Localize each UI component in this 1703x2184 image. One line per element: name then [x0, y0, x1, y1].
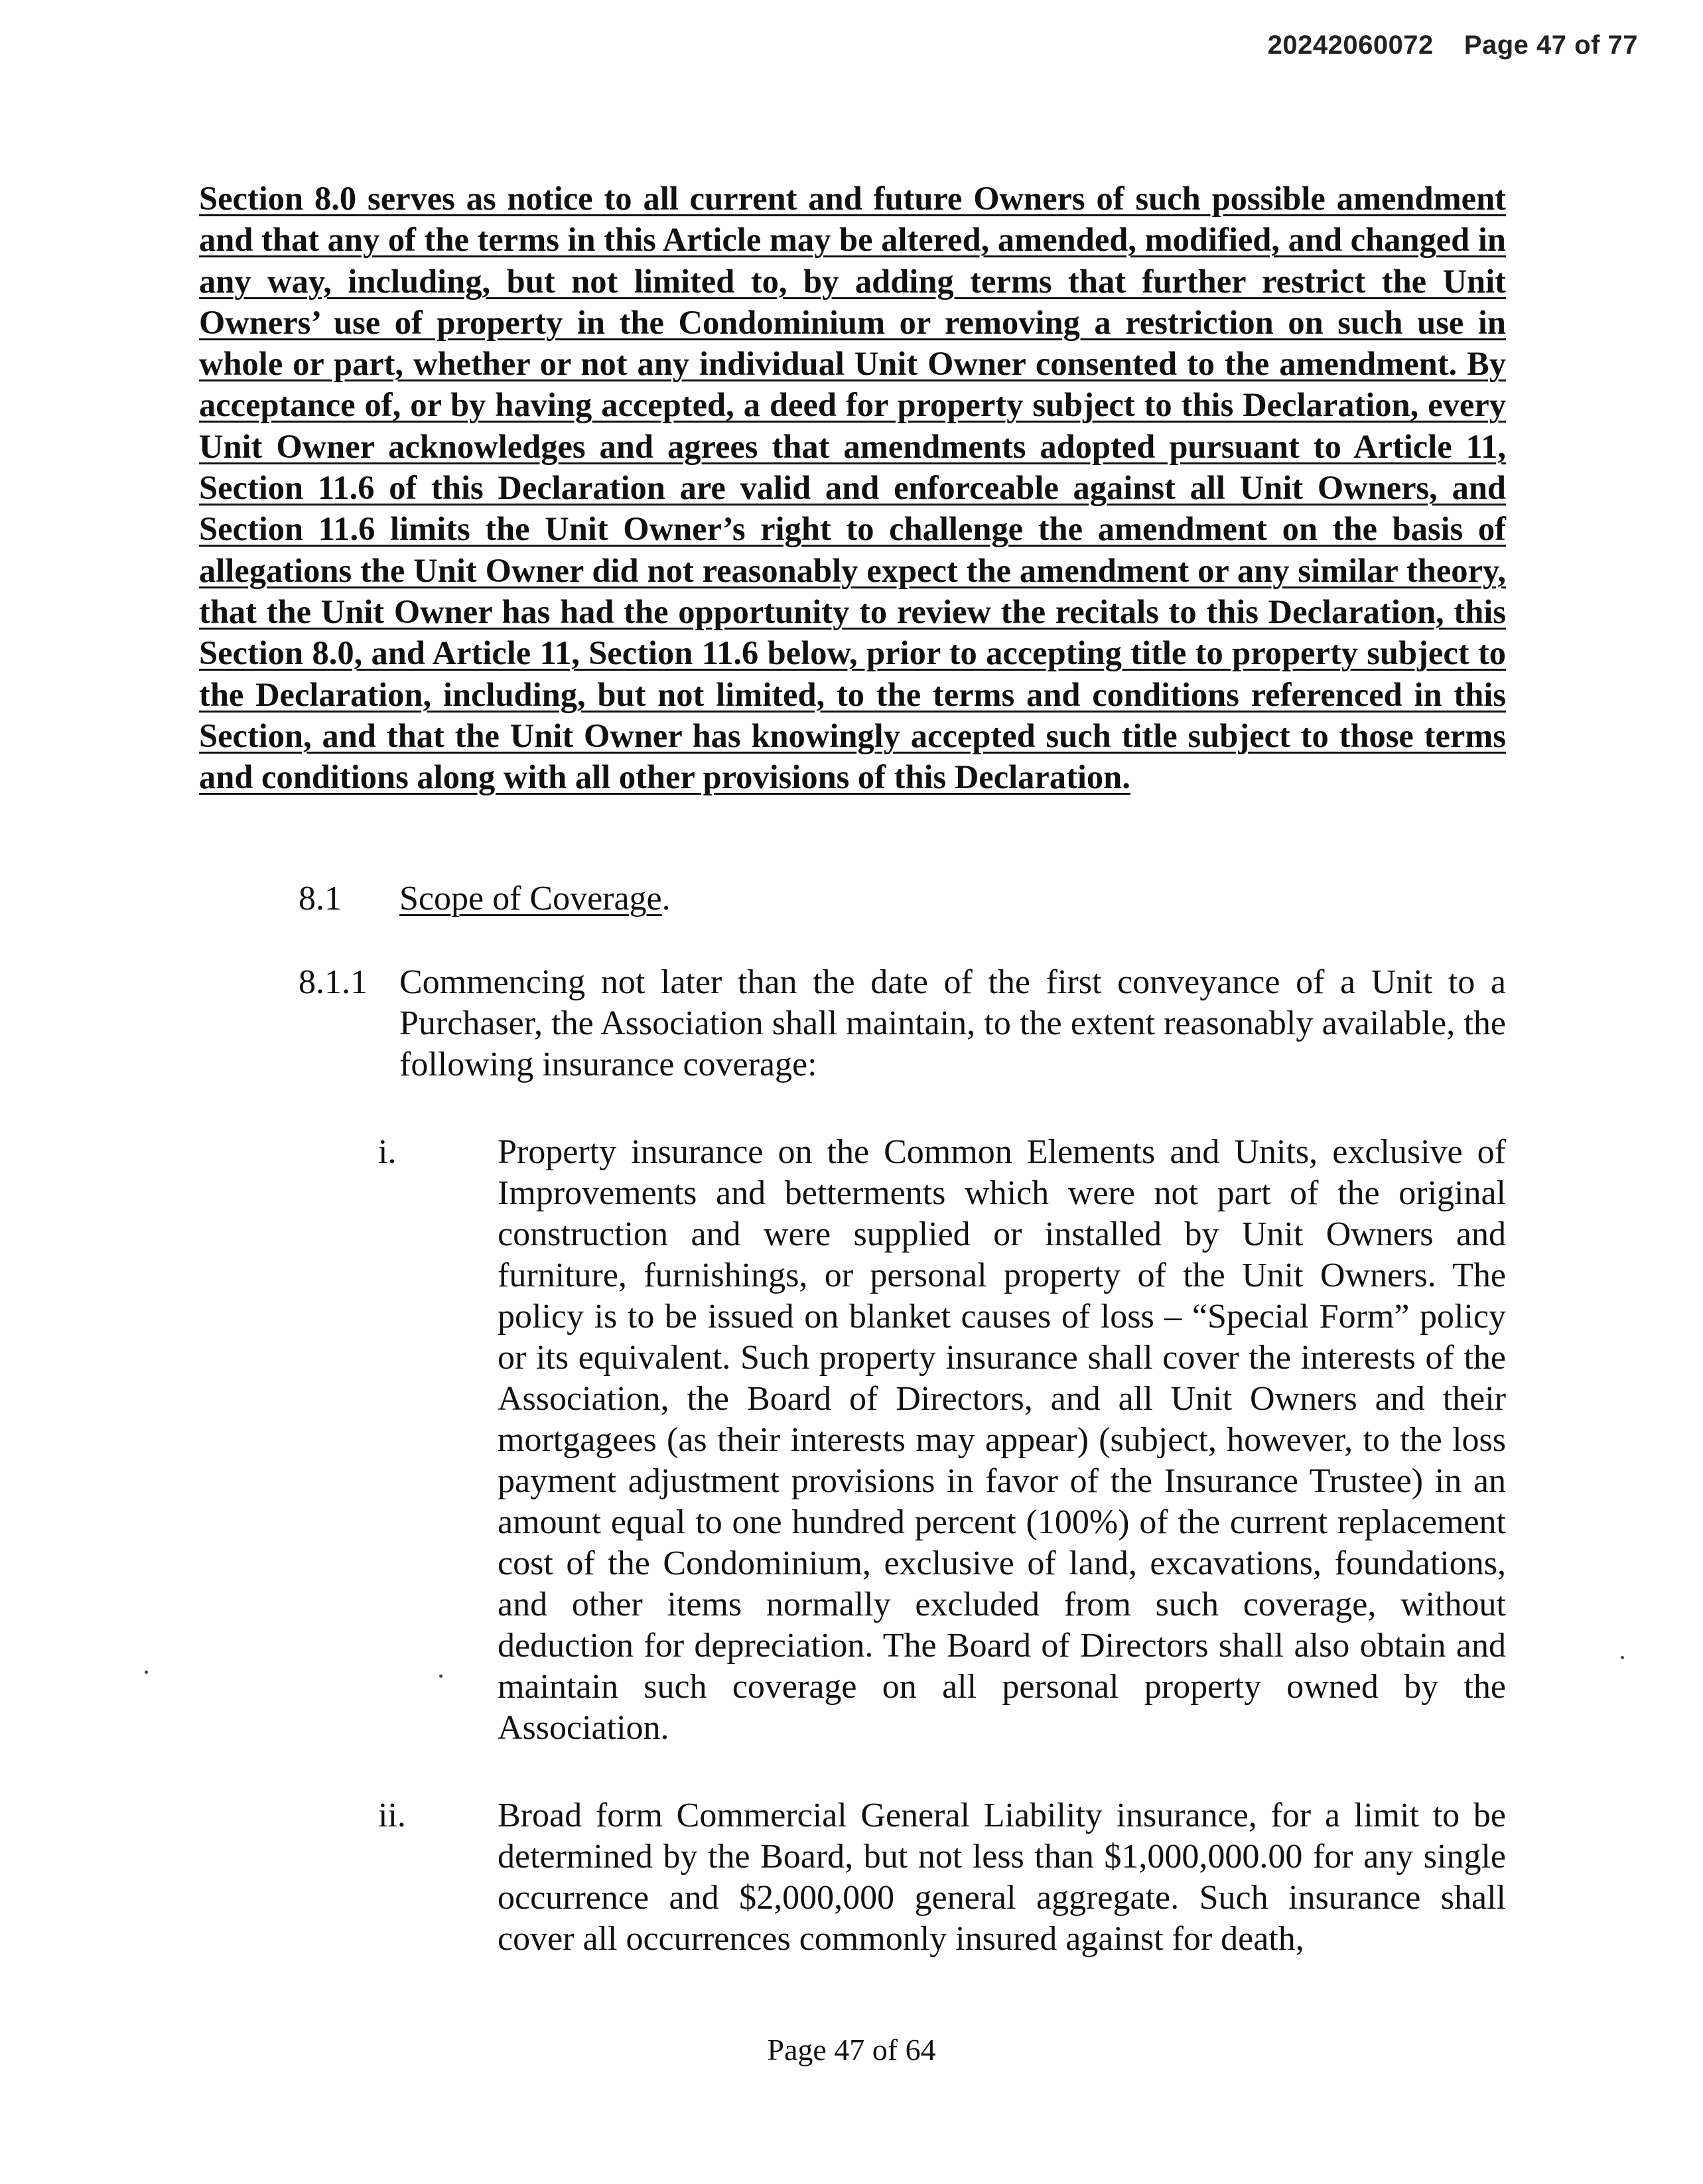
scan-artifact-dot: [1621, 1656, 1624, 1659]
list-item-text: Broad form Commercial General Liability insurance, for a limit to be determined by the Board, but not less than $1,000,000.00 for any single occurrence and $2,000,000 general aggregate. Such insurance shall cover all occurrences commonly insured against for death,: [498, 1797, 1506, 1958]
section-heading: [299, 878, 671, 920]
amendment-notice-paragraph: Section 8.0 serves as notice to all current and future Owners of such possible amendment and that any of the terms in this Article may be altered, amended, modified, and changed in any way, including, but not limited to, by adding terms that further restrict the Unit Owners’ use of property in the Condominium or removing a restriction on such use in whole or part, whether or not any individual Unit Owner consented to the amendment. By acceptance of, or by having accepted, a deed for property subject to this Declaration, every Unit Owner acknowledges and agrees that amendments adopted pursuant to Article 11, Section 11.6 of this Declaration are valid and enforceable against all Unit Owners, and Section 11.6 limits the Unit Owner’s right to challenge the amendment on the basis of allegations the Unit Owner did not reasonably expect the amendment or any similar theory, that the Unit Owner has had the opportunity to review the recitals to this Declaration, this Section 8.0, and Article 11, Section 11.6 below, prior to accepting title to property subject to the Declaration, including, but not limited, to the terms and conditions referenced in this Section, and that the Unit Owner has knowingly accepted such title subject to those terms and conditions along with all other provisions of this Declaration.: [199, 180, 1506, 796]
page-footer: Page 47 of 64: [767, 2033, 936, 2067]
list-item: [372, 1795, 1506, 1960]
list-item-text: Property insurance on the Common Elements and Units, exclusive of Improvements and betterments which were not part of the original construction and were supplied or installed by Unit Owners and furniture, furnishings, or personal property of the Unit Owners. The policy is to be issued on blanket causes of loss – “Special Form” policy or its equivalent. Such property insurance shall cover the interests of the Association, the Board of Directors, and all Unit Owners and their mortgagees (as their interests may appear) (subject, however, to the loss payment adjustment provisions in favor of the Insurance Trustee) in an amount equal to one hundred percent (100%) of the current replacement cost of the Condominium, exclusive of land, excavations, foundations, and other items normally excluded from such coverage, without deduction for depreciation. The Board of Directors shall also obtain and maintain such coverage on all personal property owned by the Association.: [498, 1133, 1506, 1747]
section-title: Scope of Coverage: [399, 880, 662, 918]
section-number: 8.1: [299, 880, 342, 918]
section-title-suffix: .: [661, 880, 671, 918]
list-item-number: ii.: [378, 1797, 406, 1834]
subsection-text: Commencing not later than the date of the first conveyance of a Unit to a Purchaser, the Association shall maintain, to the extent reasonably available, the following insurance coverage:: [399, 963, 1506, 1083]
recording-header: [1268, 31, 1638, 60]
scan-artifact-dot: [439, 1674, 443, 1678]
subsection-8-1-1: [299, 962, 1506, 1085]
list-item-number: i.: [378, 1133, 397, 1171]
scan-artifact-dot: [145, 1671, 148, 1674]
recording-page-label: Page 47 of 77: [1464, 31, 1638, 60]
list-item: [372, 1132, 1506, 1749]
document-number: 20242060072: [1267, 31, 1434, 60]
subsection-number: 8.1.1: [299, 963, 368, 1001]
